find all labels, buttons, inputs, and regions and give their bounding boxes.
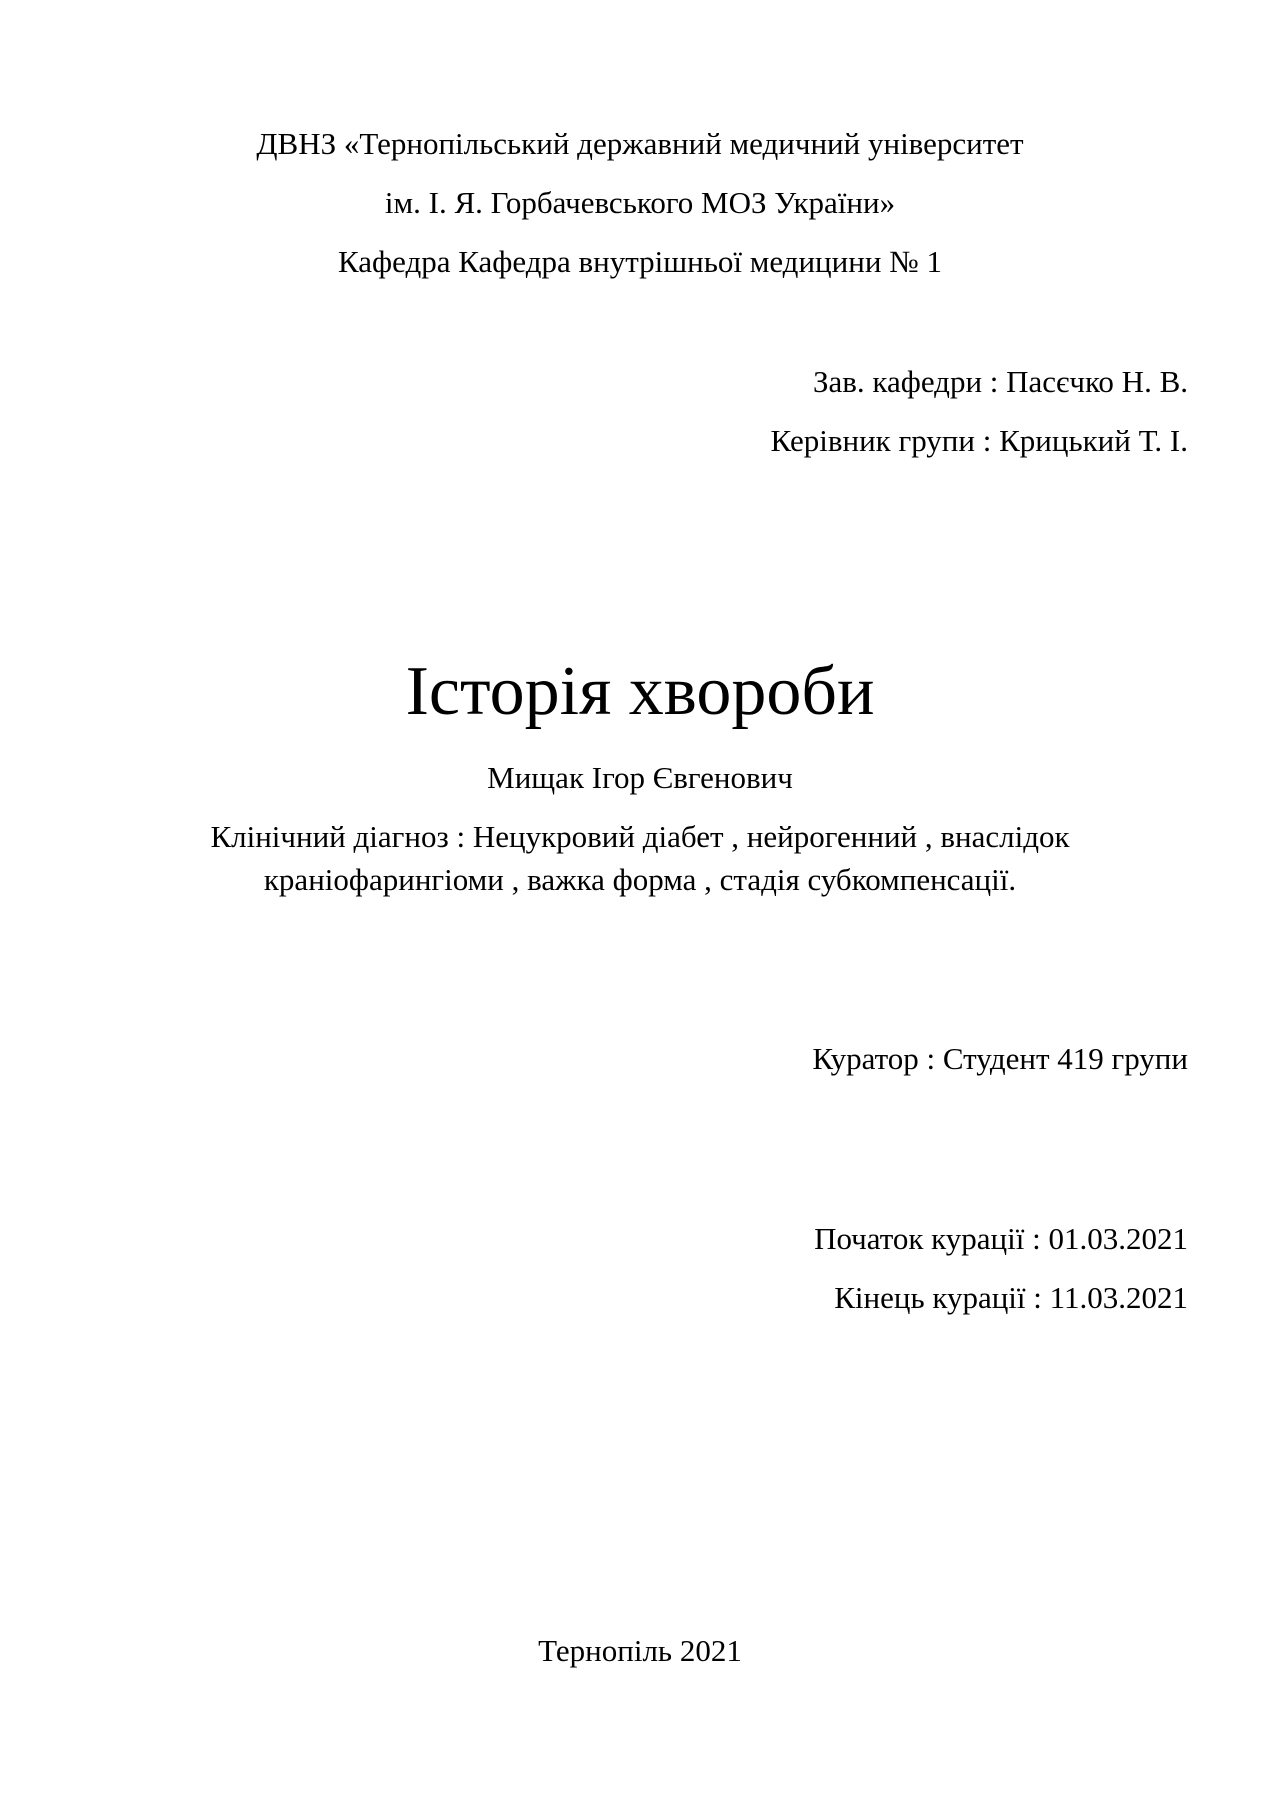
curator-label: Куратор : Студент 419 групи [812, 1041, 1188, 1076]
head-of-department: Зав. кафедри : Пасєчко Н. В. [812, 364, 1188, 399]
page-title: Історія хвороби [405, 653, 875, 730]
diagnosis-line-1: Клінічний діагноз : Нецукровий діабет , нейрогенний , внаслідок [210, 819, 1070, 854]
institution-line-2: ім. І. Я. Горбачевського МОЗ України» [384, 185, 896, 220]
curation-end-date: Кінець курації : 11.03.2021 [834, 1280, 1188, 1315]
city-year-footer: Тернопіль 2021 [538, 1633, 742, 1668]
department-line: Кафедра Кафедра внутрішньої медицини № 1 [338, 244, 942, 279]
group-supervisor: Керівник групи : Крицький Т. І. [770, 423, 1188, 458]
diagnosis-line-2: краніофарингіоми , важка форма , стадія субкомпенсації. [263, 862, 1017, 897]
institution-line-1: ДВНЗ «Тернопільський державний медичний університет [256, 126, 1024, 161]
patient-name: Мищак Ігор Євгенович [487, 760, 793, 795]
curation-start-date: Початок курації : 01.03.2021 [814, 1221, 1188, 1256]
